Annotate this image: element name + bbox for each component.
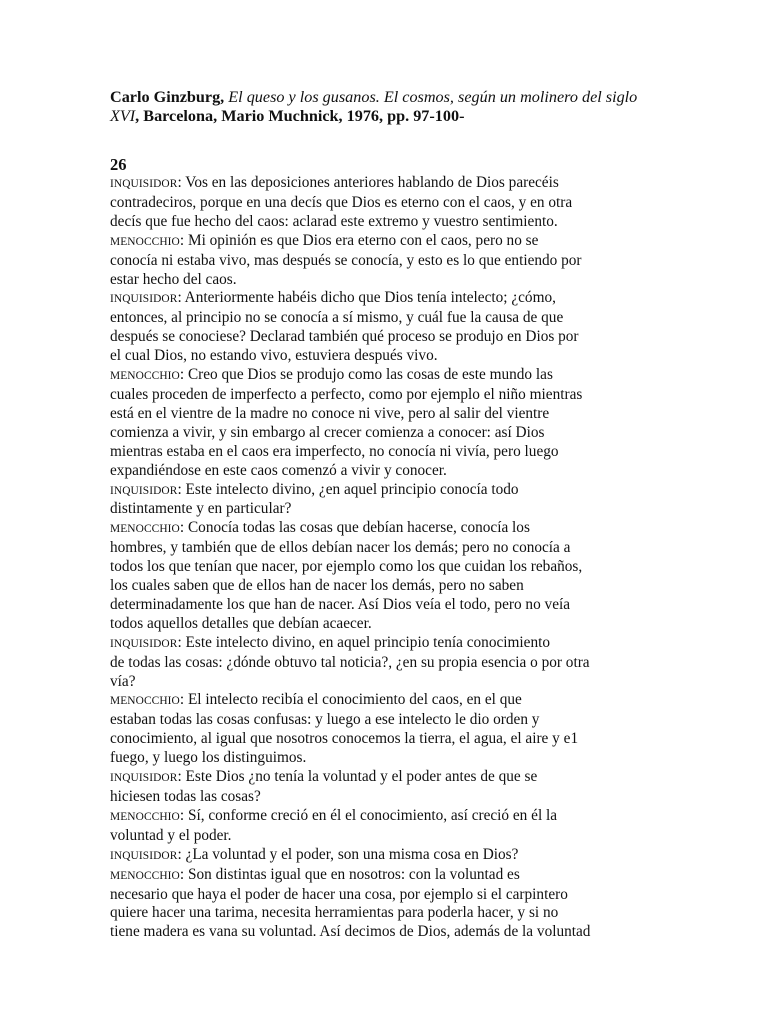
dialogue-line — [110, 481, 665, 501]
citation-publication: , Barcelona, Mario Muchnick, 1976, pp. 97-100- — [135, 107, 465, 125]
interrogation-transcript — [110, 174, 665, 942]
dialogue-line — [110, 386, 665, 405]
dialogue-line — [110, 807, 665, 827]
dialogue-line — [110, 577, 665, 596]
dialogue-turn — [110, 519, 665, 633]
dialogue-turn — [110, 289, 665, 366]
dialogue-line — [110, 366, 665, 386]
dialogue-line — [110, 768, 665, 788]
dialogue-turn — [110, 866, 665, 943]
dialogue-line — [110, 691, 665, 711]
dialogue-line — [110, 424, 665, 443]
dialogue-line — [110, 539, 665, 558]
dialogue-line — [110, 328, 665, 347]
line-text: quiere hacer una tarima, necesita herramientas para poderla hacer, y si no — [110, 904, 559, 922]
dialogue-line — [110, 309, 665, 328]
speaker-label: INQUISIDOR — [110, 293, 178, 306]
dialogue-line — [110, 886, 665, 905]
dialogue-line — [110, 634, 665, 654]
line-text: : Vos en las deposiciones anteriores hablando de Dios parecéis — [177, 174, 559, 191]
dialogue-line — [110, 615, 665, 634]
line-text: mientras estaba en el caos era imperfecto, no conocía ni vivía, pero luego — [110, 442, 559, 460]
speaker-label: MENOCCHIO — [110, 235, 180, 248]
line-text: conocimiento, al igual que nosotros conocemos la tierra, el agua, el aire y e1 — [110, 730, 579, 748]
line-text: todos aquellos detalles que debían acaecer. — [110, 614, 372, 632]
dialogue-line — [110, 846, 665, 866]
dialogue-line — [110, 347, 665, 366]
line-text: los cuales saben que de ellos han de nacer los demás, pero no saben — [110, 577, 524, 595]
line-text: vía? — [110, 672, 136, 690]
dialogue-turn — [110, 691, 665, 768]
line-text: determinadamente los que han de nacer. Así Dios veía el todo, pero no veía — [110, 595, 571, 613]
line-text: fuego, y luego los distinguimos. — [110, 749, 307, 767]
dialogue-line — [110, 711, 665, 730]
speaker-label: INQUISIDOR — [110, 772, 178, 785]
line-text: está en el vientre de la madre no conoce ni vive, pero al salir del vientre — [110, 404, 550, 422]
speaker-label: MENOCCHIO — [110, 695, 180, 708]
line-text: estaban todas las cosas confusas: y luego a ese intelecto le dio orden y — [110, 711, 540, 729]
dialogue-line — [110, 904, 665, 923]
line-text: : Mi opinión es que Dios era eterno con el caos, pero no se — [179, 231, 539, 249]
dialogue-line — [110, 730, 665, 749]
dialogue-line — [110, 788, 665, 807]
dialogue-turn — [110, 174, 665, 232]
dialogue-line — [110, 443, 665, 462]
speaker-label: INQUISIDOR — [110, 849, 178, 862]
dialogue-turn — [110, 807, 665, 846]
dialogue-turn — [110, 366, 665, 480]
line-text: : Conocía todas las cosas que debían hacerse, conocía los — [179, 519, 530, 537]
line-text: distintamente y en particular? — [110, 500, 292, 518]
line-text: todos los que tenían que nacer, por ejemplo como los que cuidan los rebaños, — [110, 558, 583, 576]
line-text: : Este Dios ¿no tenía la voluntad y el poder antes de que se — [177, 768, 538, 786]
line-text: de todas las cosas: ¿dónde obtuvo tal noticia?, ¿en su propia esencia o por otra — [110, 653, 590, 671]
line-text: : Sí, conforme creció en él el conocimiento, así creció en él la — [179, 806, 558, 824]
dialogue-line — [110, 519, 665, 539]
dialogue-turn — [110, 768, 665, 807]
dialogue-line — [110, 500, 665, 519]
line-text: : Este intelecto divino, en aquel principio tenía conocimiento — [177, 633, 550, 651]
dialogue-line — [110, 174, 665, 194]
speaker-label: INQUISIDOR — [110, 178, 178, 190]
line-text: el cual Dios, no estando vivo, estuviera después vivo. — [110, 347, 438, 365]
dialogue-line — [110, 462, 665, 481]
line-text: estar hecho del caos. — [110, 270, 237, 288]
citation-author: Carlo Ginzburg, — [110, 88, 225, 106]
dialogue-line — [110, 558, 665, 577]
line-text: : Anteriormente habéis dicho que Dios tenía intelecto; ¿cómo, — [177, 289, 556, 307]
dialogue-line — [110, 252, 665, 271]
line-text: expandiéndose en este caos comenzó a vivir y conocer. — [110, 461, 447, 479]
speaker-label: MENOCCHIO — [110, 523, 180, 536]
dialogue-line — [110, 232, 665, 252]
dialogue-line — [110, 271, 665, 290]
dialogue-line — [110, 289, 665, 309]
line-text: conocía ni estaba vivo, mas después se conocía, y esto es lo que entiendo por — [110, 251, 582, 269]
line-text: decís que fue hecho del caos: aclarad este extremo y vuestro sentimiento. — [110, 212, 558, 230]
dialogue-line — [110, 405, 665, 424]
line-text: entonces, al principio no se conocía a sí mismo, y cuál fue la causa de que — [110, 309, 564, 327]
line-text: después se conociese? Declarad también qué proceso se produjo en Dios por — [110, 328, 579, 346]
line-text: : Creo que Dios se produjo como las cosas de este mundo las — [179, 366, 553, 384]
dialogue-line — [110, 923, 665, 942]
dialogue-line — [110, 866, 665, 886]
speaker-label: MENOCCHIO — [110, 810, 180, 823]
page-number: 26 — [110, 155, 127, 174]
line-text: voluntad y el poder. — [110, 826, 232, 844]
line-text: comienza a vivir, y sin embargo al crecer comienza a conocer: así Dios — [110, 423, 545, 441]
line-text: : El intelecto recibía el conocimiento del caos, en el que — [179, 691, 522, 709]
speaker-label: MENOCCHIO — [110, 370, 180, 383]
dialogue-turn — [110, 634, 665, 692]
dialogue-turn — [110, 481, 665, 520]
line-text: contradeciros, porque en una decís que Dios es eterno con el caos, y en otra — [110, 193, 573, 211]
document-page — [110, 88, 665, 942]
dialogue-line — [110, 596, 665, 615]
line-text: cuales proceden de imperfecto a perfecto, como por ejemplo el niño mientras — [110, 385, 583, 403]
line-text: hiciesen todas las cosas? — [110, 788, 261, 805]
speaker-label: MENOCCHIO — [110, 869, 180, 882]
dialogue-line — [110, 749, 665, 768]
dialogue-line — [110, 827, 665, 846]
line-text: : Este intelecto divino, ¿en aquel principio conocía todo — [177, 480, 519, 498]
line-text: : Son distintas igual que en nosotros: con la voluntad es — [179, 865, 520, 883]
line-text: necesario que haya el poder de hacer una cosa, por ejemplo si el carpintero — [110, 885, 568, 903]
line-text: tiene madera es vana su voluntad. Así decimos de Dios, además de la voluntad — [110, 923, 591, 941]
speaker-label: INQUISIDOR — [110, 637, 178, 650]
line-text: hombres, y también que de ellos debían nacer los demás; pero no conocía a — [110, 539, 571, 557]
dialogue-line — [110, 654, 665, 673]
bibliographic-citation — [110, 88, 665, 126]
line-text: : ¿La voluntad y el poder, son una misma cosa en Dios? — [177, 845, 519, 863]
dialogue-line — [110, 194, 665, 213]
dialogue-line — [110, 673, 665, 692]
citation-title: El queso y los gusanos. El cosmos, según un molinero del siglo XVI — [110, 88, 638, 125]
dialogue-turn — [110, 846, 665, 866]
speaker-label: INQUISIDOR — [110, 484, 178, 497]
dialogue-turn — [110, 232, 665, 290]
dialogue-line — [110, 213, 665, 232]
